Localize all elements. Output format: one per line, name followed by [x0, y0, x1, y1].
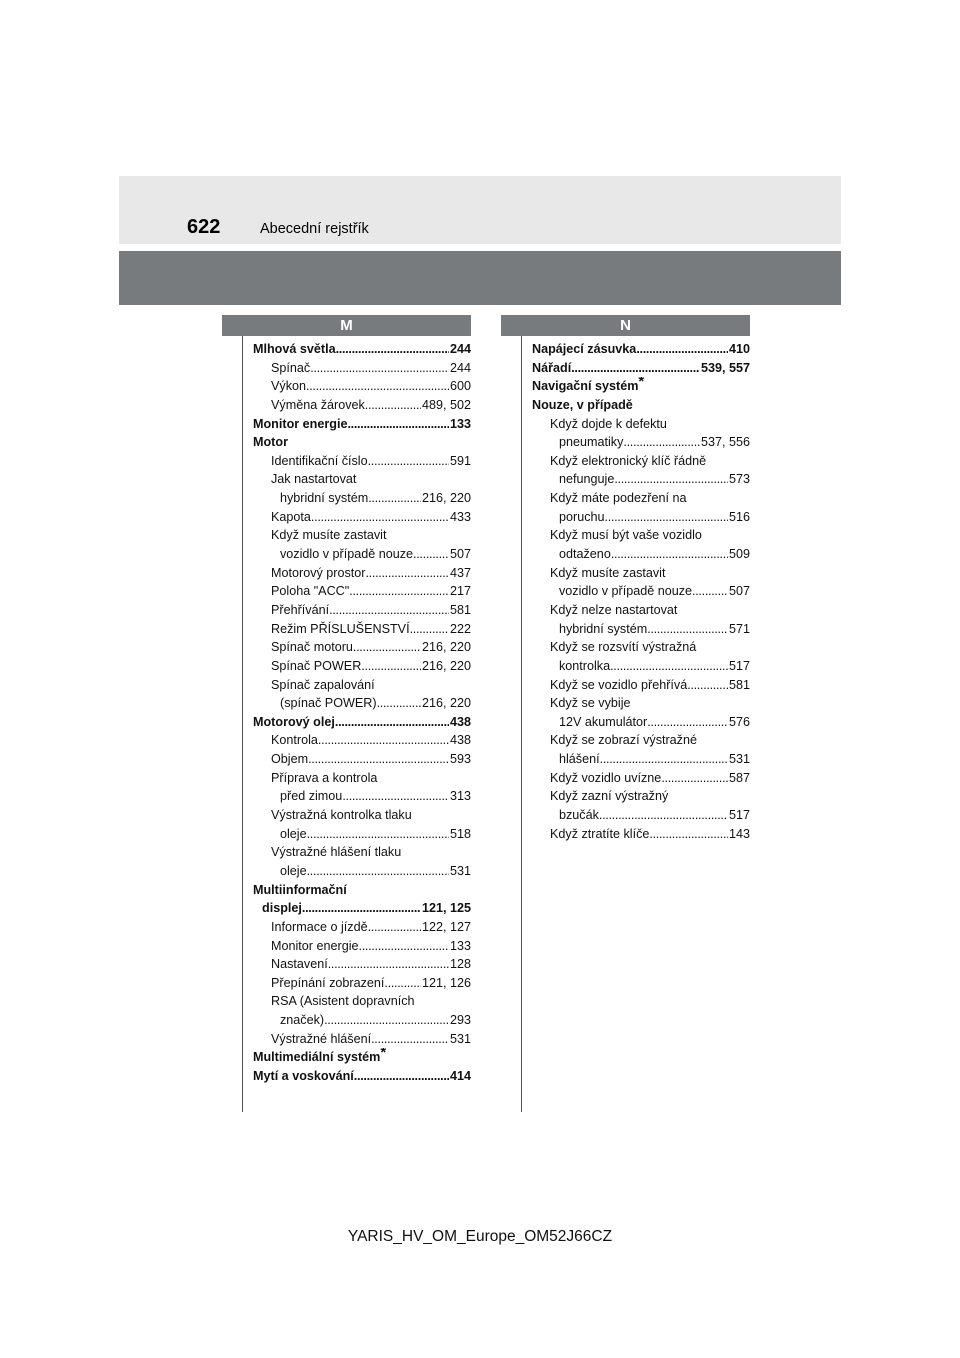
index-entry	[253, 1011, 471, 1030]
index-entry	[532, 806, 750, 825]
index-entry	[532, 470, 750, 489]
index-entry	[532, 731, 750, 750]
entry-term: Kapota	[271, 509, 311, 524]
dot-leader	[377, 694, 421, 713]
index-entry	[532, 415, 750, 434]
entry-term: Napájecí zásuvka	[532, 342, 637, 356]
entry-term: Nastavení	[271, 957, 328, 972]
index-entry	[253, 545, 471, 564]
entry-page-ref[interactable]: 539, 557	[700, 360, 750, 375]
entry-term: Spínač POWER	[271, 658, 362, 673]
dot-leader	[361, 657, 421, 676]
entry-term: Mytí a voskování	[253, 1068, 354, 1083]
index-entry	[253, 694, 471, 713]
entry-term: Když musíte zastavit	[550, 565, 666, 580]
index-entry	[253, 881, 471, 900]
index-entry	[253, 638, 471, 657]
entry-page-ref[interactable]: 244	[449, 342, 471, 356]
index-entry	[253, 433, 471, 452]
entry-page-ref[interactable]: 121, 126	[421, 975, 471, 990]
column-divider-left	[242, 336, 243, 1112]
entry-term: Spínač motoru	[271, 640, 353, 655]
footnote-marker: *	[638, 377, 645, 391]
dot-leader	[318, 731, 449, 750]
entry-page-ref[interactable]: 573	[728, 472, 750, 487]
index-entry	[253, 806, 471, 825]
dot-leader	[649, 825, 728, 844]
dot-leader	[308, 750, 449, 769]
index-entry	[253, 676, 471, 695]
index-entry	[532, 825, 750, 844]
index-entry	[532, 396, 750, 415]
index-column-n	[532, 340, 750, 843]
entry-term: 12V akumulátor	[559, 714, 648, 729]
entry-term: Objem	[271, 752, 309, 767]
footnote-marker: *	[380, 1048, 387, 1062]
entry-term: Příprava a kontrola	[271, 770, 378, 785]
index-entry	[253, 899, 471, 918]
entry-term: odtaženo	[559, 547, 611, 562]
entry-term: RSA (Asistent dopravních	[271, 994, 415, 1009]
index-entry	[253, 974, 471, 993]
index-entry	[532, 377, 750, 396]
entry-page-ref[interactable]: 593	[449, 752, 471, 767]
entry-term: bzučák	[559, 808, 599, 823]
entry-term: Spínač	[271, 360, 311, 375]
entry-term: hybridní systém	[280, 491, 369, 506]
entry-page-ref[interactable]: 576	[728, 714, 750, 729]
dot-leader	[328, 955, 449, 974]
entry-term: Motorový prostor	[271, 565, 366, 580]
dot-leader	[347, 415, 449, 434]
entry-term: Identifikační číslo	[271, 453, 368, 468]
section-letter-m: M	[222, 315, 471, 336]
index-entry	[532, 564, 750, 583]
dot-leader	[349, 582, 449, 601]
entry-term: Informace o jízdě	[271, 919, 368, 934]
dot-leader	[599, 806, 728, 825]
index-entry	[532, 582, 750, 601]
entry-term: Když musí být vaše vozidlo	[550, 528, 702, 543]
header-band	[119, 176, 841, 244]
document-footer: YARIS_HV_OM_Europe_OM52J66CZ	[347, 1228, 613, 1245]
entry-term: Když se vybije	[550, 696, 631, 711]
entry-page-ref[interactable]: 509	[728, 547, 750, 562]
index-entry	[253, 825, 471, 844]
dot-leader	[353, 638, 421, 657]
entry-page-ref[interactable]: 437	[449, 565, 471, 580]
entry-page-ref[interactable]: 587	[728, 770, 750, 785]
entry-page-ref[interactable]: 121, 125	[421, 901, 471, 916]
entry-page-ref[interactable]: 517	[728, 808, 750, 823]
dot-leader	[365, 396, 421, 415]
entry-page-ref[interactable]: 581	[449, 602, 471, 617]
entry-page-ref[interactable]: 222	[449, 621, 471, 636]
index-entry	[253, 750, 471, 769]
entry-page-ref[interactable]: 216, 220	[421, 640, 471, 655]
index-entry	[532, 676, 750, 695]
index-entry	[253, 601, 471, 620]
entry-term: Když se zobrazí výstražné	[550, 733, 697, 748]
entry-term: Spínač zapalování	[271, 677, 375, 692]
index-entry	[253, 937, 471, 956]
index-entry	[532, 489, 750, 508]
entry-term: Když se vozidlo přehřívá	[550, 677, 688, 692]
dot-leader	[571, 359, 700, 378]
entry-term: Přehřívání	[271, 602, 330, 617]
index-entry	[532, 601, 750, 620]
dot-leader	[368, 918, 421, 937]
entry-term: hybridní systém	[559, 621, 648, 636]
dot-leader	[623, 433, 700, 452]
index-entry	[253, 526, 471, 545]
dot-leader	[636, 340, 728, 359]
entry-page-ref[interactable]: 571	[728, 621, 750, 636]
entry-term: Mlhová světla	[253, 342, 336, 356]
entry-term: Nouze, v případě	[532, 397, 633, 412]
entry-term: poruchu	[559, 509, 605, 524]
index-entry	[253, 1030, 471, 1049]
dot-leader	[307, 825, 449, 844]
index-entry	[253, 359, 471, 378]
dot-leader	[365, 564, 449, 583]
index-entry	[532, 340, 750, 359]
entry-term: Výstražná kontrolka tlaku	[271, 808, 412, 823]
dot-leader	[384, 974, 421, 993]
entry-term: Výstražné hlášení tlaku	[271, 845, 402, 860]
index-entry	[253, 489, 471, 508]
entry-page-ref[interactable]: 313	[449, 789, 471, 804]
index-entry	[253, 713, 471, 732]
entry-term: kontrolka	[559, 658, 611, 673]
entry-page-ref[interactable]: 133	[449, 416, 471, 431]
entry-term: Výměna žárovek	[271, 397, 365, 412]
entry-term: před zimou	[280, 789, 343, 804]
entry-term: displej	[262, 901, 302, 916]
dot-leader	[614, 470, 728, 489]
dot-leader	[687, 676, 728, 695]
index-entry	[532, 769, 750, 788]
entry-page-ref[interactable]: 216, 220	[421, 491, 471, 506]
entry-term: oleje	[280, 826, 307, 841]
entry-page-ref[interactable]: 438	[449, 714, 471, 729]
dot-leader	[605, 508, 728, 527]
entry-page-ref[interactable]: 216, 220	[421, 696, 471, 711]
entry-term: Režim PŘÍSLUŠENSTVÍ	[271, 621, 410, 636]
entry-page-ref[interactable]: 244	[449, 360, 471, 375]
dot-leader	[647, 713, 728, 732]
header-dark-band	[119, 251, 841, 305]
column-divider-right	[521, 336, 522, 1112]
entry-term: oleje	[280, 863, 307, 878]
index-entry	[253, 396, 471, 415]
dot-leader	[311, 508, 449, 527]
entry-term: Když zazní výstražný	[550, 789, 669, 804]
entry-page-ref[interactable]: 581	[728, 677, 750, 692]
index-entry	[532, 620, 750, 639]
entry-term: Multimediální systém*	[253, 1048, 386, 1067]
entry-page-ref[interactable]: 414	[449, 1068, 471, 1083]
entry-page-ref[interactable]: 531	[449, 1031, 471, 1046]
entry-term: Kontrola	[271, 733, 318, 748]
entry-term: Navigační systém*	[532, 377, 644, 396]
index-entry	[253, 992, 471, 1011]
entry-term: Monitor energie	[253, 416, 348, 431]
index-entry	[253, 657, 471, 676]
entry-term: značek)	[280, 1013, 325, 1028]
index-entry	[532, 750, 750, 769]
entry-term: Když nelze nastartovat	[550, 602, 678, 617]
entry-page-ref[interactable]: 293	[449, 1013, 471, 1028]
index-entry	[532, 508, 750, 527]
index-entry	[253, 470, 471, 489]
entry-term: Když máte podezření na	[550, 491, 687, 506]
dot-leader	[310, 359, 449, 378]
entry-page-ref[interactable]: 133	[449, 938, 471, 953]
index-column-m	[253, 340, 471, 1086]
entry-page-ref[interactable]: 507	[449, 547, 471, 562]
entry-page-ref[interactable]: 518	[449, 826, 471, 841]
entry-term: Když elektronický klíč řádně	[550, 453, 707, 468]
entry-page-ref[interactable]: 489, 502	[421, 397, 471, 412]
entry-page-ref[interactable]: 128	[449, 957, 471, 972]
index-entry	[532, 433, 750, 452]
dot-leader	[413, 545, 449, 564]
entry-term: Poloha "ACC"	[271, 584, 350, 599]
dot-leader	[335, 713, 449, 732]
entry-term: nefunguje	[559, 472, 615, 487]
entry-term: Motor	[253, 435, 288, 450]
entry-term: Když musíte zastavit	[271, 528, 387, 543]
index-entry	[253, 862, 471, 881]
entry-term: Nářadí	[532, 360, 572, 375]
entry-page-ref[interactable]: 433	[449, 509, 471, 524]
index-entry	[253, 1067, 471, 1086]
entry-page-ref[interactable]: 600	[449, 379, 471, 394]
dot-leader	[329, 601, 449, 620]
entry-page-ref[interactable]: 122, 127	[421, 919, 471, 934]
index-entry	[253, 843, 471, 862]
entry-term: pneumatiky	[559, 435, 624, 450]
entry-page-ref[interactable]: 516	[728, 509, 750, 524]
entry-term: Multiinformační	[253, 882, 347, 897]
index-entry	[253, 582, 471, 601]
index-entry	[253, 508, 471, 527]
entry-page-ref[interactable]: 438	[449, 733, 471, 748]
entry-page-ref[interactable]: 216, 220	[421, 658, 471, 673]
entry-term: Výstražné hlášení	[271, 1031, 372, 1046]
index-entry	[532, 787, 750, 806]
entry-term: vozidlo v případě nouze	[280, 547, 414, 562]
index-entry	[532, 713, 750, 732]
index-entry	[532, 545, 750, 564]
entry-page-ref[interactable]: 537, 556	[700, 435, 750, 450]
entry-page-ref[interactable]: 507	[728, 584, 750, 599]
page-number: 622	[187, 216, 221, 238]
entry-page-ref[interactable]: 517	[728, 658, 750, 673]
dot-leader	[692, 582, 728, 601]
entry-page-ref[interactable]: 591	[449, 453, 471, 468]
entry-page-ref[interactable]: 143	[728, 826, 750, 841]
dot-leader	[359, 937, 449, 956]
index-entry	[253, 787, 471, 806]
entry-page-ref[interactable]: 531	[728, 752, 750, 767]
entry-term: Když vozidlo uvízne	[550, 770, 662, 785]
entry-page-ref[interactable]: 531	[449, 863, 471, 878]
index-entry	[532, 526, 750, 545]
index-entry	[253, 918, 471, 937]
entry-term: vozidlo v případě nouze	[559, 584, 693, 599]
dot-leader	[306, 377, 449, 396]
dot-leader	[342, 787, 449, 806]
entry-page-ref[interactable]: 217	[449, 584, 471, 599]
dot-leader	[410, 620, 449, 639]
dot-leader	[302, 899, 421, 918]
page-title: Abecední rejstřík	[260, 221, 369, 237]
dot-leader	[371, 1030, 449, 1049]
entry-term: Jak nastartovat	[271, 472, 357, 487]
entry-term: Když ztratíte klíče	[550, 826, 650, 841]
dot-leader	[611, 545, 728, 564]
dot-leader	[647, 620, 728, 639]
index-entry	[253, 564, 471, 583]
dot-leader	[324, 1011, 449, 1030]
index-entry	[532, 359, 750, 378]
index-entry	[253, 1048, 471, 1067]
index-entry	[253, 620, 471, 639]
dot-leader	[600, 750, 728, 769]
entry-page-ref[interactable]: 410	[728, 342, 750, 356]
dot-leader	[336, 340, 449, 359]
index-entry	[532, 694, 750, 713]
dot-leader	[661, 769, 728, 788]
index-entry	[532, 638, 750, 657]
entry-term: Když se rozsvítí výstražná	[550, 640, 697, 655]
index-entry	[253, 452, 471, 471]
dot-leader	[307, 862, 449, 881]
entry-term: (spínač POWER)	[280, 696, 377, 711]
index-entry	[532, 657, 750, 676]
index-entry	[253, 769, 471, 788]
entry-term: Výkon	[271, 379, 307, 394]
index-entry	[253, 955, 471, 974]
entry-term: Monitor energie	[271, 938, 359, 953]
entry-term: hlášení	[559, 752, 600, 767]
dot-leader	[354, 1067, 449, 1086]
entry-term: Když dojde k defektu	[550, 416, 667, 431]
index-entry	[532, 452, 750, 471]
dot-leader	[610, 657, 728, 676]
section-letter-n: N	[501, 315, 750, 336]
entry-term: Motorový olej	[253, 714, 335, 729]
index-entry	[253, 415, 471, 434]
index-entry	[253, 731, 471, 750]
entry-term: Přepínání zobrazení	[271, 975, 385, 990]
index-entry	[253, 377, 471, 396]
index-entry	[253, 340, 471, 359]
dot-leader	[368, 489, 421, 508]
dot-leader	[368, 452, 449, 471]
